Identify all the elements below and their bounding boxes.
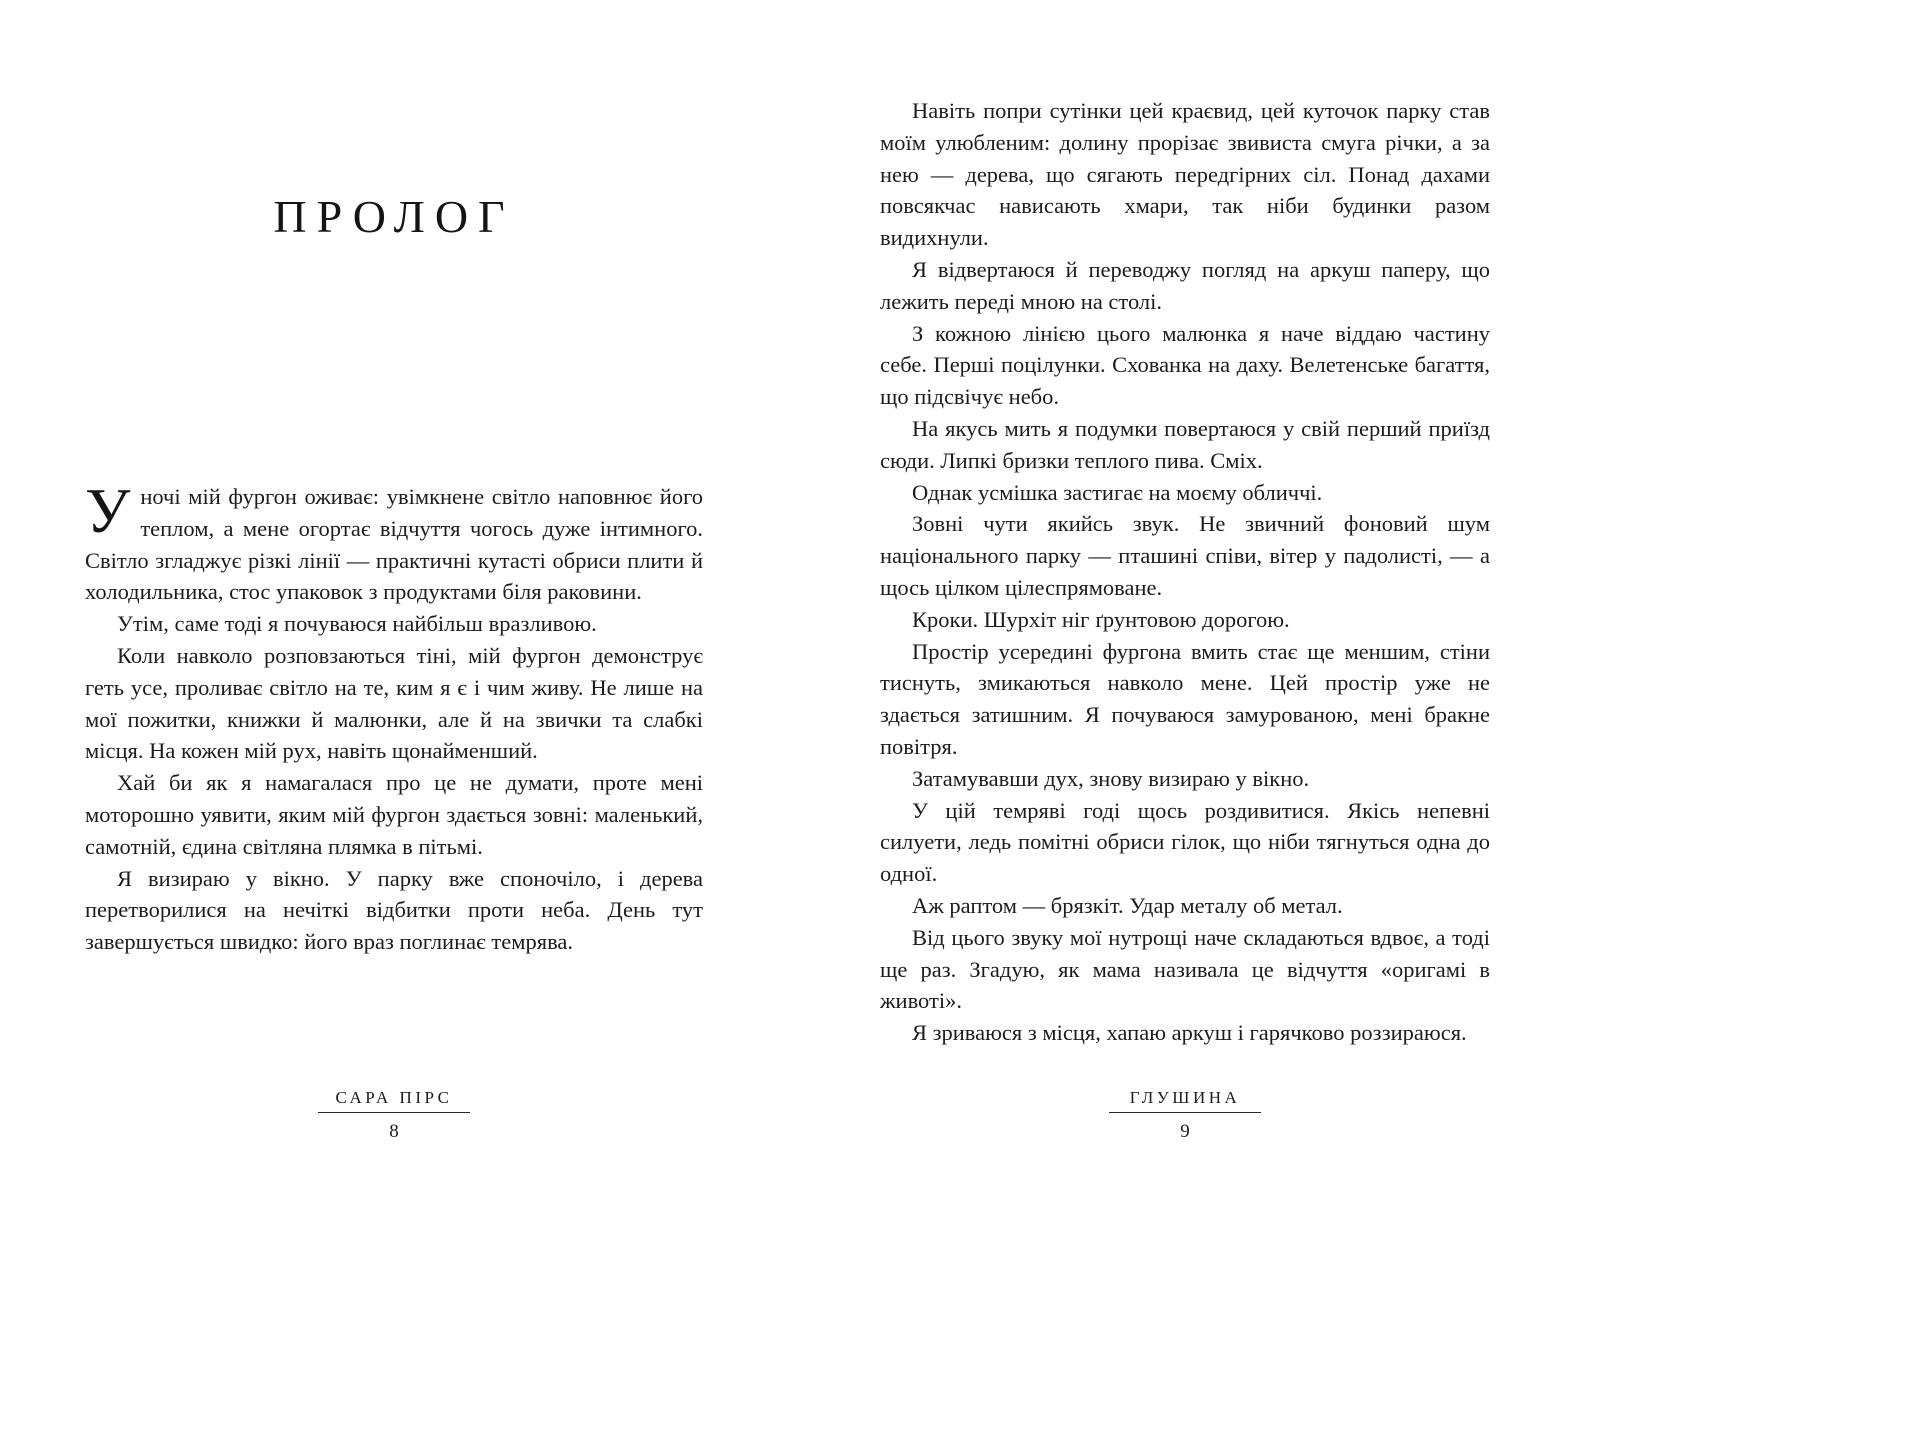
paragraph: Я визираю у вікно. У парку вже споночіло, і дерева перетворилися на нечіткі відбитки проти неба. День тут завершується швидко: його враз поглинає темрява. [85, 865, 703, 955]
paragraph: З кожною лінією цього малюнка я наче віддаю частину себе. Перші поцілунки. Схованка на даху. Велетенське багаття, що підсвічує небо. [880, 320, 1490, 410]
left-page-footer [85, 1088, 703, 1143]
paragraph: Утім, саме тоді я почуваюся найбільш вразливою. [117, 611, 597, 637]
paragraph: Однак усмішка застигає на моєму обличчі. [912, 479, 1323, 505]
page-number-left: 8 [389, 1121, 399, 1142]
paragraph: У цій темряві годі щось роздивитися. Якісь непевні силуети, ледь помітні обриси гілок, що ніби тягнуться одна до одної. [880, 797, 1490, 887]
paragraph: Навіть попри сутінки цей краєвид, цей куточок парку став моїм улюбленим: долину прорізає звивиста смуга річки, а за нею — дерева, що сягають передгірних сіл. Понад дахами повсякчас нависають хмари, так ніби будинки разом видихнули. [880, 98, 1490, 251]
paragraph: Аж раптом — брязкіт. Удар металу об метал. [912, 892, 1343, 918]
paragraph: Затамувавши дух, знову визираю у вікно. [912, 765, 1310, 791]
paragraph: Кроки. Шурхіт ніг ґрунтовою дорогою. [912, 606, 1290, 632]
paragraph: Я зриваюся з місця, хапаю аркуш і гарячково роззираюся. [912, 1020, 1467, 1046]
paragraph: Зовні чути якийсь звук. Не звичний фоновий шум національного парку — пташині співи, вітер у падолисті, — а щось цілком цілеспрямоване. [880, 511, 1490, 600]
paragraph: Від цього звуку мої нутрощі наче складаються вдвоє, а тоді ще раз. Згадую, як мама називала це відчуття «оригамі в животі». [880, 924, 1490, 1014]
chapter-title: ПРОЛОГ [273, 191, 515, 242]
left-page-body [85, 475, 703, 958]
paragraph: На якусь мить я подумки повертаюся у свій перший приїзд сюди. Липкі бризки теплого пива. Сміх. [880, 415, 1490, 473]
right-page [880, 0, 1490, 1440]
paragraph: Хай би як я намагалася про це не думати, проте мені моторошно уявити, яким мій фургон здається зовні: маленький, самотній, єдина світляна плямка в пітьмі. [85, 770, 703, 859]
drop-cap: У [85, 475, 131, 546]
paragraph [85, 475, 703, 608]
author-running-head: САРА ПІРС [335, 1088, 453, 1107]
right-page-body [880, 95, 1490, 1049]
page-number-right: 9 [1180, 1121, 1190, 1142]
footer-rule [318, 1112, 470, 1113]
footer-rule [1109, 1112, 1261, 1113]
right-page-footer [880, 1088, 1490, 1143]
paragraph: Коли навколо розповзаються тіні, мій фургон демонструє геть усе, проливає світло на те, ким я є і чим живу. Не лише на мої пожитки, книжки й малюнки, але й на звички та слабкі місця. На кожен мій рух, навіть щонайменший. [85, 642, 703, 764]
paragraph: Простір усередині фургона вмить стає ще меншим, стіни тиснуть, змикаються навколо мене. Цей простір уже не здається затишним. Я почуваюся замурованою, мені бракне повітря. [880, 638, 1490, 759]
left-page [85, 0, 703, 1440]
paragraph: Я відвертаюся й переводжу погляд на аркуш паперу, що лежить переді мною на столі. [880, 256, 1490, 314]
paragraph-text: ночі мій фургон оживає: увімкнене світло наповнює його теплом, а мене огортає відчуття чогось дуже інтимного. Світло згладжує різкі лінії — практичні кутасті обриси плити й холодильника, стос упаковок з продуктами біля раковини. [85, 484, 703, 605]
book-title-running-head: ГЛУШИНА [1129, 1088, 1241, 1107]
